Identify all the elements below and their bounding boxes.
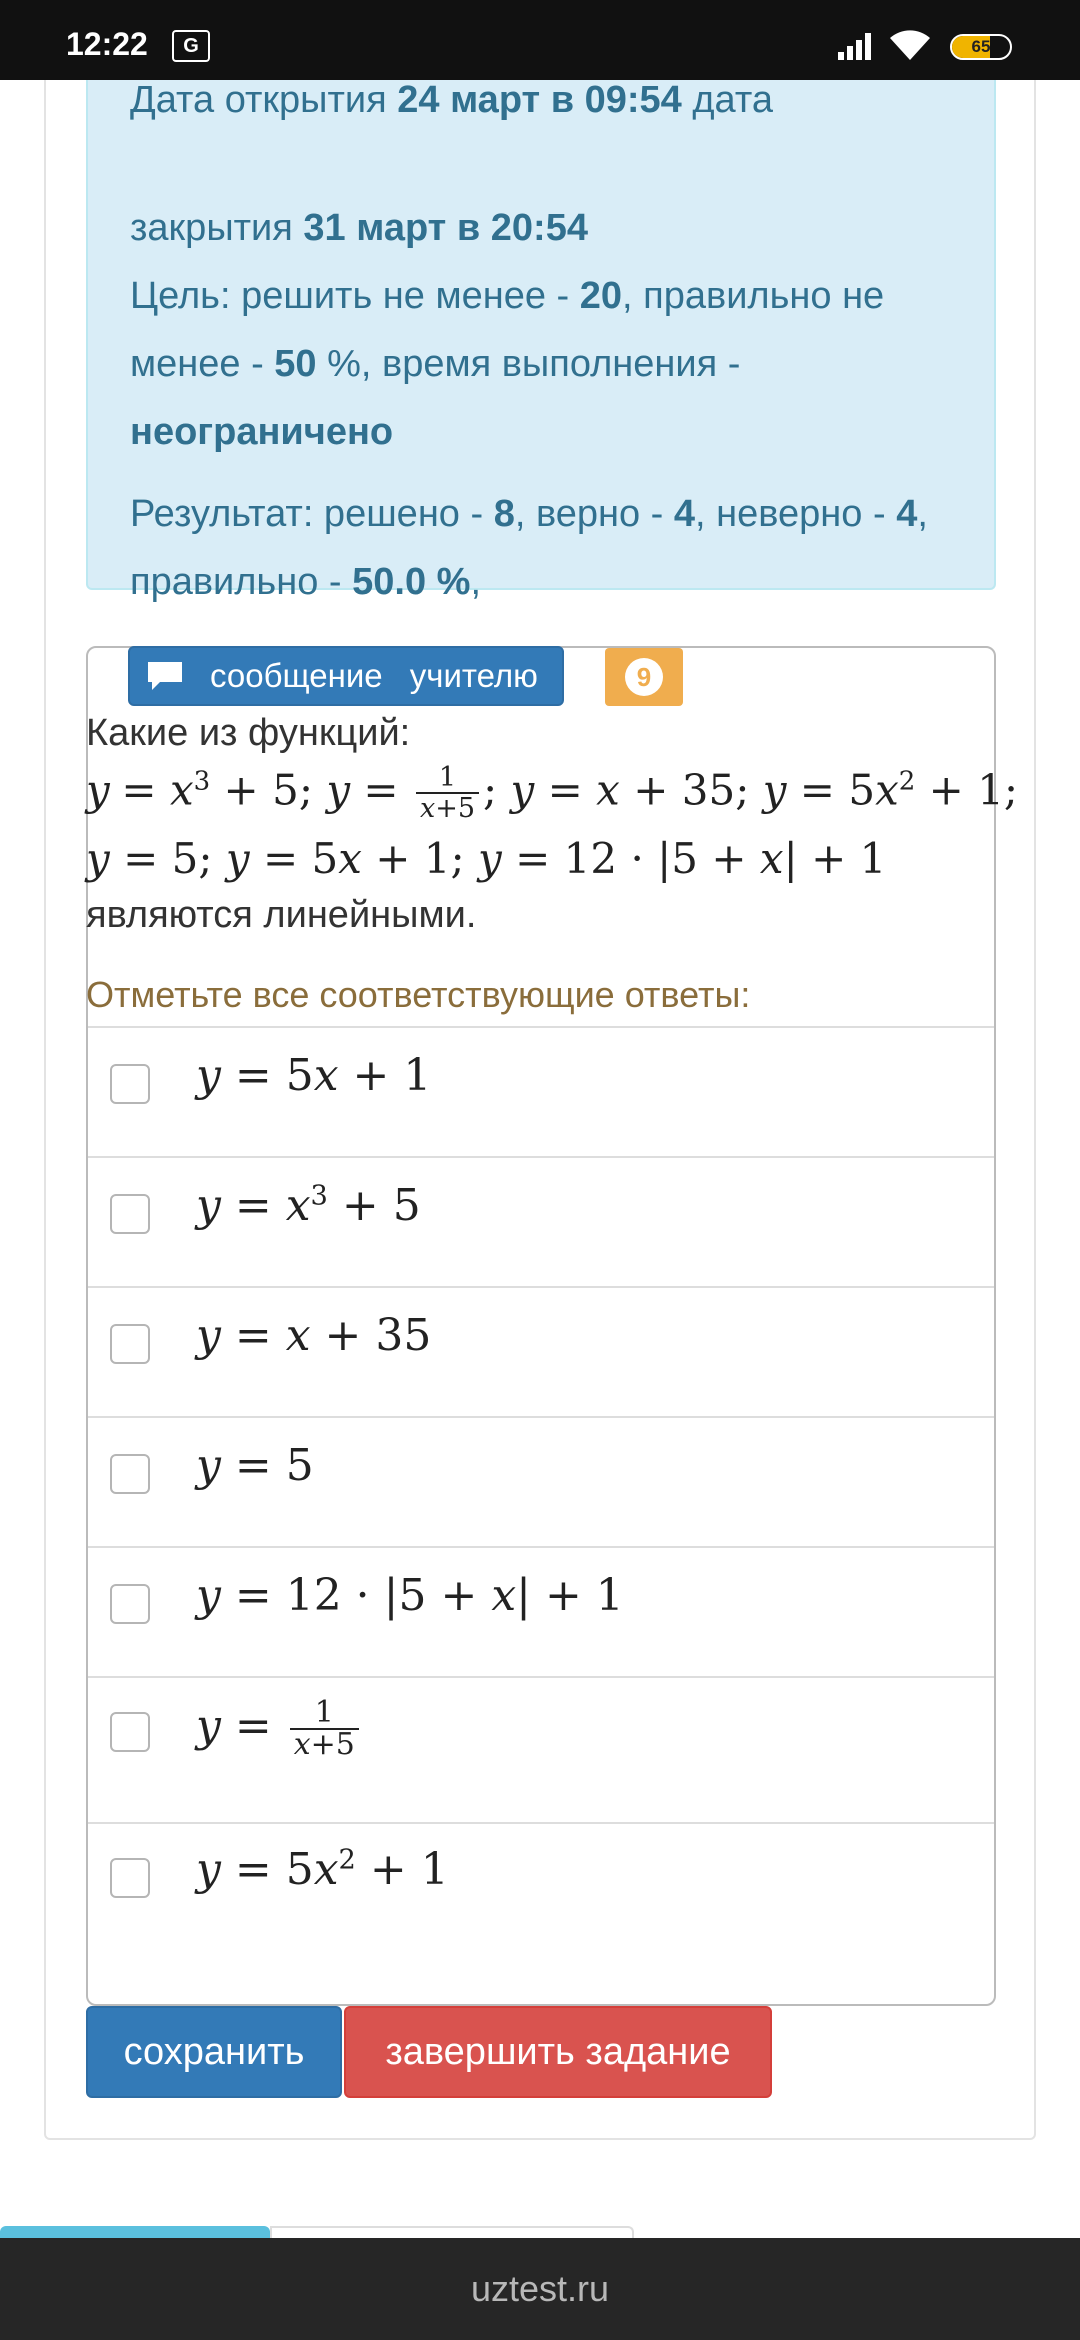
question-functions-line-2: y = 5; y = 5x + 1; y = 12 · |5 + x| + 1 <box>86 834 887 883</box>
option-7-label: $y = 5x^2 + 1$ <box>196 1844 449 1895</box>
battery-icon <box>950 34 1012 60</box>
info-line-goal: Цель: решить не менее - 20, правильно не <box>130 275 885 317</box>
option-2-checkbox[interactable] <box>110 1194 150 1234</box>
option-3-label: y = x + 35 <box>196 1310 432 1361</box>
question-number-badge <box>605 648 683 706</box>
question-outro: являются линейными. <box>86 894 477 936</box>
message-teacher-label: сообщение учителю <box>210 657 538 694</box>
save-button[interactable]: сохранить <box>86 2006 342 2098</box>
option-1-label: y = 5x + 1 <box>196 1050 432 1101</box>
browser-url[interactable]: uztest.ru <box>470 2268 610 2309</box>
option-2[interactable] <box>88 1156 994 1286</box>
wrong-count: 4 <box>896 493 918 535</box>
question-intro: Какие из функций: <box>86 712 411 754</box>
info-line-close: закрытия 31 март в 20:54 <box>130 207 588 249</box>
option-1-checkbox[interactable] <box>110 1064 150 1104</box>
option-5-label: y = 12 · |5 + x| + 1 <box>196 1570 624 1621</box>
answer-instruction: Отметьте все соответствующие ответы: <box>86 974 751 1015</box>
wifi-icon <box>888 28 932 62</box>
finish-task-button[interactable]: завершить задание <box>344 2006 772 2098</box>
close-date: 31 март в 20:54 <box>303 207 588 249</box>
info-line-goal-2: менее - 50 %, время выполнения - <box>130 343 741 385</box>
status-time: 12:22 <box>66 26 148 62</box>
open-date: 24 март в 09:54 <box>397 79 682 121</box>
info-line-time <box>130 398 393 466</box>
option-7-checkbox[interactable] <box>110 1858 150 1898</box>
option-7[interactable] <box>88 1822 994 2006</box>
info-line-open: Дата открытия 24 март в 09:54 дата <box>130 79 773 121</box>
time-limit: неограничено <box>130 411 394 453</box>
question-number: 9 <box>625 658 663 696</box>
solved-count: 8 <box>493 493 515 535</box>
bottom-tab[interactable] <box>270 2226 634 2238</box>
info-line-percent: правильно - 50.0 %, <box>130 561 481 603</box>
min-solve: 20 <box>579 275 623 317</box>
battery-level: 65 <box>971 37 991 56</box>
option-2-label: $y = x^3 + 5$ <box>196 1180 421 1231</box>
browser-address-bar[interactable] <box>0 2238 1080 2340</box>
question-functions-line-1: $y = x^3 + 5$; y = $\frac{1}{x+5}$ ; y = x + 35; $y = 5x^2 + 1$; <box>86 762 1019 824</box>
chat-bubble-icon <box>146 660 184 692</box>
task-info-panel <box>86 79 996 603</box>
min-correct: 50 <box>274 343 317 385</box>
option-5-checkbox[interactable] <box>110 1584 150 1624</box>
info-line-result: Результат: решено - 8, верно - 4, неверно - 4, <box>130 493 928 535</box>
option-6-checkbox[interactable] <box>110 1712 150 1752</box>
translate-icon: G <box>172 30 210 62</box>
right-count: 4 <box>673 493 696 535</box>
message-teacher-button[interactable] <box>128 646 564 706</box>
option-4-checkbox[interactable] <box>110 1454 150 1494</box>
bottom-tab-active[interactable] <box>0 2226 270 2238</box>
signal-icon <box>836 28 878 62</box>
option-1[interactable] <box>88 1026 994 1156</box>
option-3-checkbox[interactable] <box>110 1324 150 1364</box>
option-3[interactable] <box>88 1286 994 1416</box>
option-5[interactable] <box>88 1546 994 1676</box>
correct-percent: 50.0 % <box>352 561 471 603</box>
option-6[interactable] <box>88 1676 994 1822</box>
option-6-label: y = $\frac{1}{x+5}$ <box>196 1698 363 1760</box>
option-4[interactable] <box>88 1416 994 1546</box>
option-4-label: y = 5 <box>196 1440 314 1491</box>
